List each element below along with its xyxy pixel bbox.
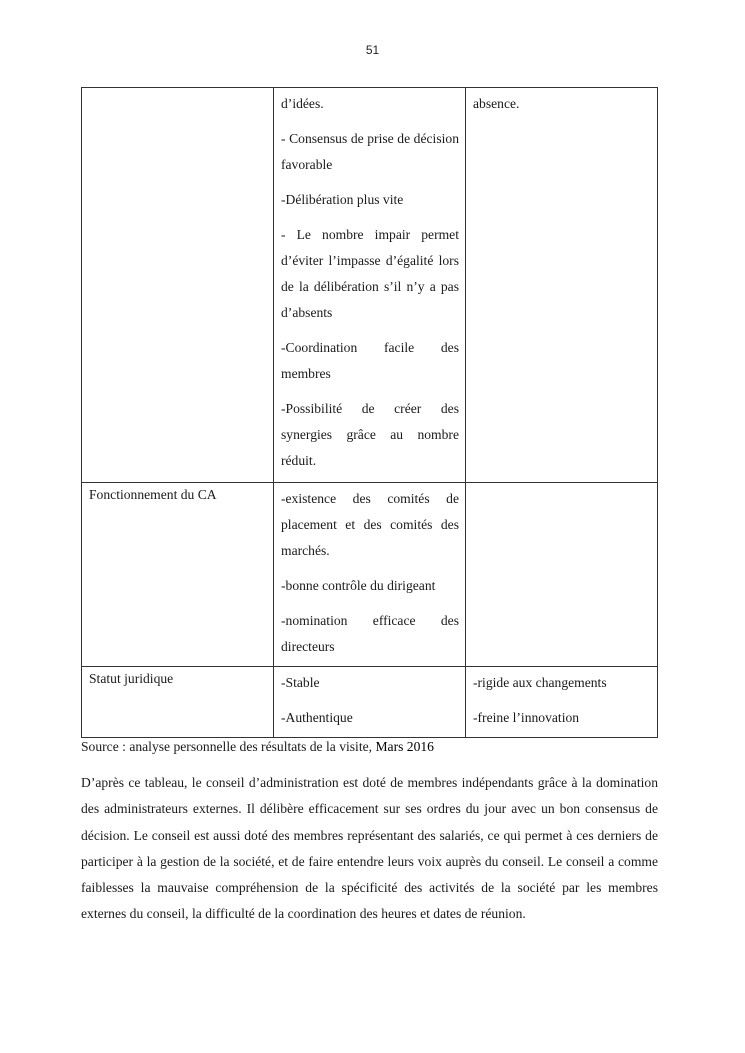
evaluation-table	[81, 87, 658, 738]
table-cell-strengths	[274, 667, 466, 738]
body-paragraph: D’après ce tableau, le conseil d’administration est doté de membres indépendants grâce à la domination des administrateurs externes. Il délibère efficacement sur ses ordres du jour avec un bon consensus de décision. Le conseil est aussi doté des membres représentant des salariés, ce qui permet à ces derniers de participer à la gestion de la société, et de faire entendre leurs voix auprès du conseil. Le conseil a comme faiblesses la mauvaise compréhension de la spécificité des activités de la société par les membres externes du conseil, la difficulté de la coordination des heures et dates de réunion.	[81, 775, 658, 922]
table-entry: -Coordination facile des membres	[281, 340, 459, 381]
table-entry: -Authentique	[281, 710, 353, 725]
table-cell-label: Statut juridique	[82, 667, 274, 738]
table-entry: -freine l’innovation	[473, 710, 580, 725]
table-row	[82, 667, 658, 738]
table-cell-label: Fonctionnement du CA	[82, 483, 274, 667]
table-cell-label	[82, 88, 274, 483]
table-row	[82, 483, 658, 667]
table-cell-strengths	[274, 88, 466, 483]
page-number: 51	[365, 43, 380, 57]
table-entry: - Le nombre impair permet d’éviter l’impasse d’égalité lors de la délibération s’il n’y a pas d’absents	[281, 227, 459, 320]
table-cell-weaknesses	[466, 483, 658, 667]
table-cell-strengths	[274, 483, 466, 667]
table-entry: -Délibération plus vite	[281, 192, 404, 207]
table-cell-weaknesses	[466, 667, 658, 738]
table-source	[81, 737, 661, 757]
source-text: Source : analyse personnelle des résultats de la visite,	[81, 739, 376, 754]
table-entry: -Stable	[281, 675, 320, 690]
table-entry: absence.	[473, 96, 520, 111]
table-entry: -nomination efficace des directeurs	[281, 613, 459, 654]
source-date: Mars 2016	[375, 739, 434, 754]
table-entry: -rigide aux changements	[473, 675, 607, 690]
table-entry: -Possibilité de créer des synergies grâce au nombre réduit.	[281, 401, 459, 468]
table-entry: -bonne contrôle du dirigeant	[281, 578, 436, 593]
table-entry: -existence des comités de placement et des comités des marchés.	[281, 491, 459, 558]
table-cell-weaknesses	[466, 88, 658, 483]
table-entry: d’idées.	[281, 96, 324, 111]
table-entry: - Consensus de prise de décision favorable	[281, 131, 459, 172]
table-row	[82, 88, 658, 483]
